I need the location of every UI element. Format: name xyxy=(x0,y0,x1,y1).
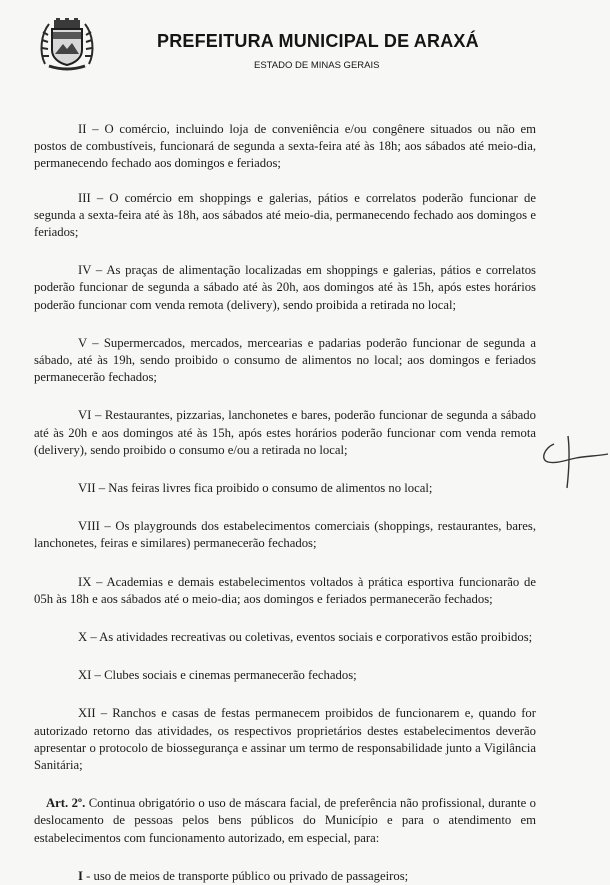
list-item: VI – Restaurantes, pizzarias, lanchonetes e bares, poderão funcionar de segunda a sábado até às 20h e aos domingos até às 15h, após estes horários poderão funcionar com venda remota (delivery), sendo proibido o consumo e/ou a retirada no local; xyxy=(34,408,536,457)
list-item: VII – Nas feiras livres fica proibido o consumo de alimentos no local; xyxy=(78,481,433,496)
list-item: XI – Clubes sociais e cinemas permanecerão fechados; xyxy=(78,668,357,683)
municipal-coat-of-arms-icon xyxy=(37,18,97,72)
list-item: IV – As praças de alimentação localizadas em shoppings e galerias, pátios e correlatos poderão funcionar de segunda a sábado até às 20h, aos domingos até às 15h, após estes horários poderão funcionar com venda remota (delivery), sendo proibida a retirada no local; xyxy=(34,263,536,312)
article-item-text: - uso de meios de transporte público ou privado de passageiros; xyxy=(82,868,409,883)
page-title: PREFEITURA MUNICIPAL DE ARAXÁ xyxy=(157,31,479,51)
list-item: II – O comércio, incluindo loja de conveniência e/ou congênere situados ou não em postos de combustíveis, funcionará de segunda a sexta-feira até às 18h; aos sábados até meio-dia, permanecendo fechado aos domingos e feriados; xyxy=(34,122,536,171)
article-text: Continua obrigatório o uso de máscara facial, de preferência não profissional, durante o deslocamento de pessoas pelos bens públicos do Município e para o atendimento em estabelecimentos com funcionamento autorizado, em especial, para: xyxy=(34,796,536,845)
article-item-label: I xyxy=(78,868,83,883)
list-item: V – Supermercados, mercados, mercearias e padarias poderão funcionar de segunda a sábado, até às 19h, sendo proibido o consumo de alimentos no local; aos domingos e feriados permanecerão fechados; xyxy=(34,335,536,385)
list-item: IX – Academias e demais estabelecimentos voltados à prática esportiva funcionarão de 05h às 18h e aos sábados até o meio-dia; aos domingos e feriados permanecerão fechados; xyxy=(34,574,536,606)
list-item: XII – Ranchos e casas de festas permanecem proibidos de funcionarem e, quando for autorizado retorno das atividades, os respectivos proprietários destes estabelecimentos deverão apresentar o protocolo de biossegurança e assinar um termo de responsabilidade junto a Vigilância Sanitária; xyxy=(34,706,536,773)
list-item: III – O comércio em shoppings e galerias, pátios e correlatos poderão funcionar de segunda a sexta-feira até às 18h, aos sábados até meio-dia, permanecendo fechado aos domingos e feriados; xyxy=(34,190,536,240)
article-item xyxy=(34,868,536,885)
document-body xyxy=(34,121,536,885)
page-subtitle: ESTADO DE MINAS GERAIS xyxy=(254,60,380,71)
letterhead xyxy=(0,0,610,90)
signature-mark xyxy=(532,430,610,500)
list-item: X – As atividades recreativas ou coletivas, eventos sociais e corporativos estão proibidos; xyxy=(78,630,533,645)
list-item: VIII – Os playgrounds dos estabelecimentos comerciais (shoppings, restaurantes, bares, lanchonetes, feiras e similares) permanecerão fechados; xyxy=(34,519,536,551)
article-paragraph xyxy=(34,795,536,847)
article-label: Art. 2º. xyxy=(46,796,86,811)
